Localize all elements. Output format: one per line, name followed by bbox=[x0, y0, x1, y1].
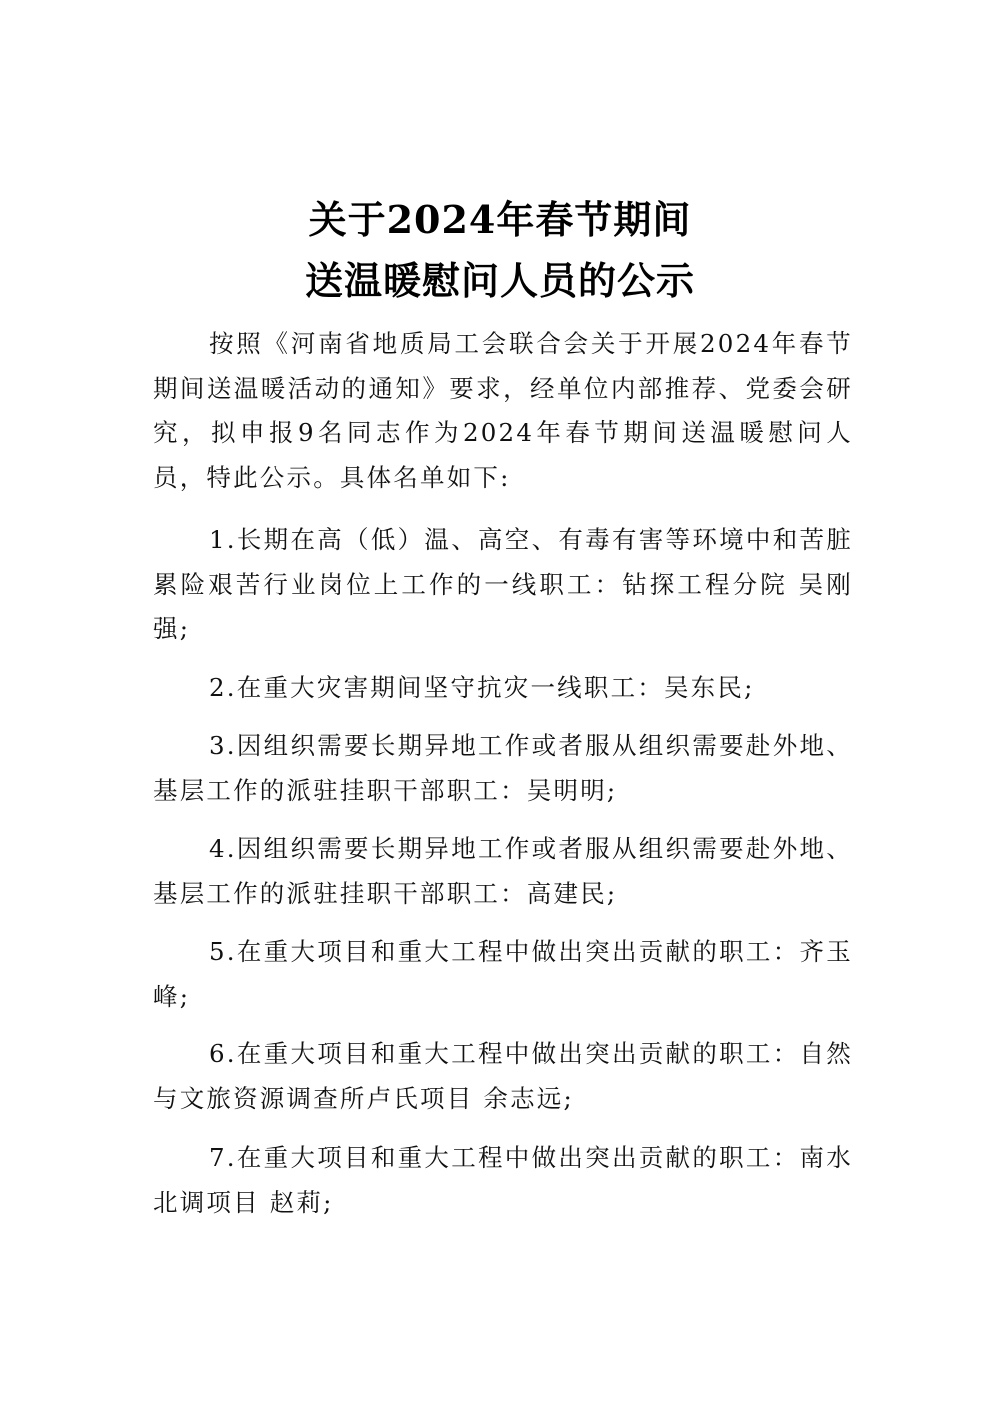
list-item-1: 1.长期在高（低）温、高空、有毒有害等环境中和苦脏累险艰苦行业岗位上工作的一线职工：钻探工程分院 吴刚强; bbox=[153, 525, 853, 643]
list-item-2: 2.在重大灾害期间坚守抗灾一线职工：吴东民; bbox=[209, 673, 755, 702]
list-item-3: 3.因组织需要长期异地工作或者服从组织需要赴外地、基层工作的派驻挂职干部职工：吴明明; bbox=[153, 731, 853, 805]
intro-paragraph: 按照《河南省地质局工会联合会关于开展2024年春节期间送温暖活动的通知》要求，经单位内部推荐、党委会研究，拟申报9名同志作为2024年春节期间送温暖慰问人员，特此公示。具体名单如下: bbox=[153, 329, 853, 492]
list-item-7: 7.在重大项目和重大工程中做出突出贡献的职工：南水北调项目 赵莉; bbox=[153, 1143, 853, 1217]
list-item-4: 4.因组织需要长期异地工作或者服从组织需要赴外地、基层工作的派驻挂职干部职工：高建民; bbox=[153, 834, 853, 908]
document-title-line-2: 送温暖慰问人员的公示 bbox=[304, 258, 695, 303]
document-title-line-1: 关于2024年春节期间 bbox=[308, 197, 692, 242]
list-item-6: 6.在重大项目和重大工程中做出突出贡献的职工：自然与文旅资源调查所卢氏项目 余志远; bbox=[153, 1039, 853, 1113]
list-item-5: 5.在重大项目和重大工程中做出突出贡献的职工：齐玉峰; bbox=[153, 937, 853, 1011]
